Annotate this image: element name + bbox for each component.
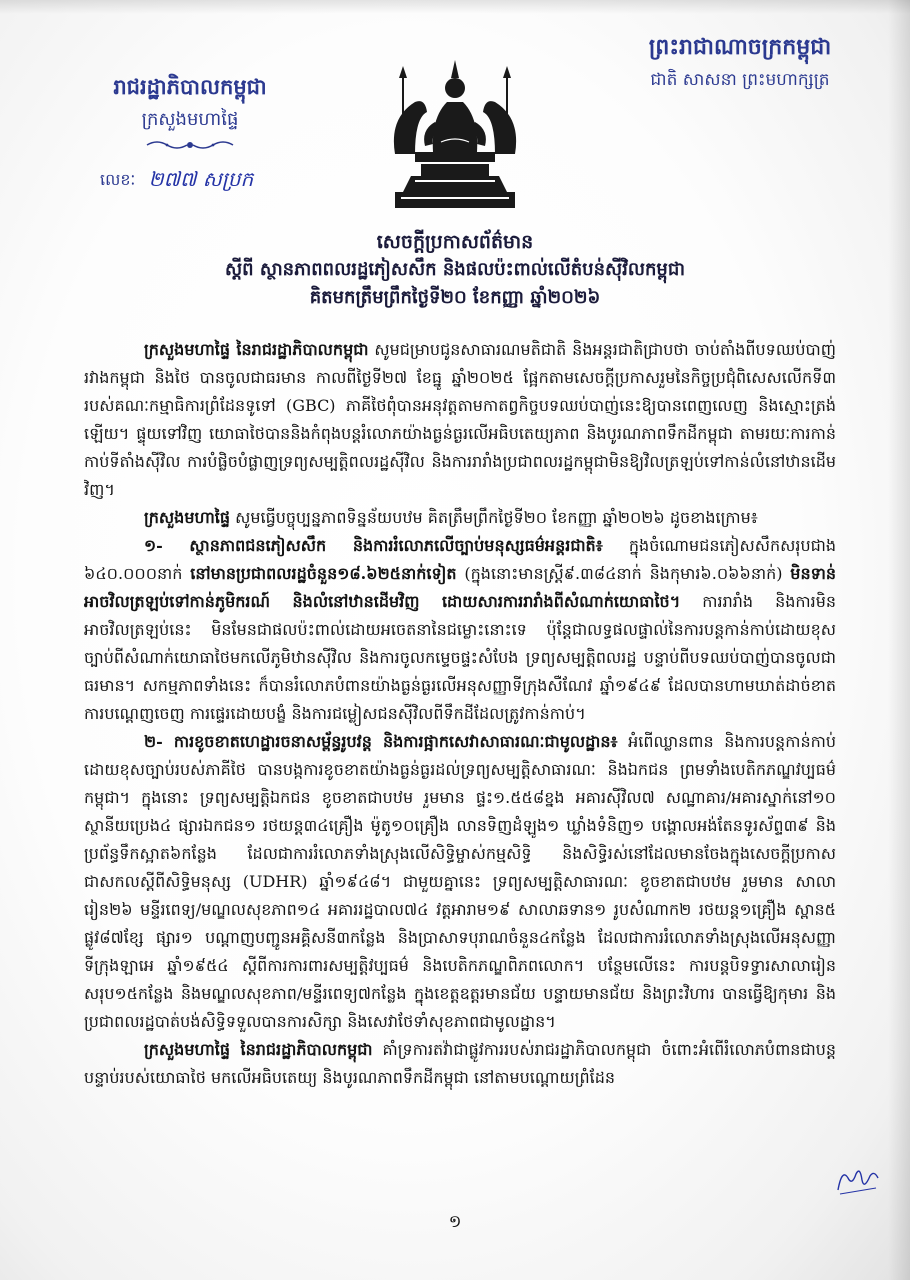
reference-number (100, 166, 340, 200)
document-body (84, 336, 836, 1198)
paper-shadow-top (0, 0, 910, 14)
paragraph-text: អំពើឈ្លានពាន និងការបន្តកាន់កាប់ដោយខុសច្បាប់របស់ភាគីថៃ បានបង្កការខូចខាតយ៉ាងធ្ងន់ធ្ងរដល់ទ្រព្យសម្បត្តិសាធារណៈ និងឯកជន ព្រមទាំងបេតិកភណ្ឌវប្បធម៌កម្ពុជា។ ក្នុងនោះ ទ្រព្យសម្បត្តិឯកជន ខូចខាតជាបឋម រួមមាន ផ្ទះ១.៥៥៨ខ្នង អគារស៊ីវិល៧ សណ្ឋាគារ/អគារស្នាក់នៅ១០ ស្ថានីយប្រេង៤ ផ្សារឯកជន១ រថយន្ត៣៤គ្រឿង ម៉ូតូ១០គ្រឿង លានទិញដំឡូង១ ឃ្លាំងទំនិញ១ បង្គោលអង់តែនទូរស័ព្ទ៣៩ និងប្រព័ន្ធទឹកស្អាត៦កន្លែង ដែលជាការរំលោភទាំងស្រុងលើសិទ្ធិម្ចាស់កម្មសិទ្ធិ និងសិទ្ធិរស់នៅដែលមានចែងក្នុងសេចក្តីប្រកាសជាសកលស្តីពីសិទ្ធិមនុស្ស (UDHR) ឆ្នាំ១៩៤៨។ ជាមួយគ្នានេះ ទ្រព្យសម្បត្តិសាធារណៈ ខូចខាតជាបឋម រួមមាន សាលារៀន២៦ មន្ទីរពេទ្យ/មណ្ឌលសុខភាព១៤ អគាររដ្ឋបាល៧៤ វត្តអារាម១៩ សាលាឆទាន១ រូបសំណាក២ រថយន្ត១គ្រឿង ស្ពាន៥ ផ្លូវ៨៧ខ្សែ ផ្សារ១ បណ្តាញបញ្ជូនអគ្គិសនី៣កន្លែង និងប្រាសាទបុរាណចំនួន៤កន្លែង ដែលជាការរំលោភទាំងស្រុងលើអនុសញ្ញាទីក្រុងឡាអេ ឆ្នាំ១៩៥៤ ស្តីពីការការពារសម្បត្តិវប្បធម៌ និងបេតិកភណ្ឌពិភពលោក។ បន្ថែមលើនេះ ការបន្តបិទទ្វារសាលារៀនសរុប១៥កន្លែង និងមណ្ឌលសុខភាព/មន្ទីរពេទ្យ៧កន្លែង ក្នុងខេត្តឧត្តរមានជ័យ បន្ទាយមានជ័យ និងព្រះវិហារ បានធ្វើឱ្យកុមារ និងប្រជាពលរដ្ឋបាត់បង់សិទ្ធិទទួលបានការសិក្សា និងសេវាថែទាំសុខភាពជាមូលដ្ឋាន។ (84, 732, 836, 1031)
paragraph-bold-text: ក្រសួងមហាផ្ទៃ នៃរាជរដ្ឋាភិបាលកម្ពុជា (144, 1040, 373, 1059)
paragraph-3 (84, 532, 836, 728)
kingdom-header (600, 30, 880, 96)
paragraph-bold-text: ១- ស្ថានភាពជនភៀសសឹក និងការរំលោភលើច្បាប់មនុស្សធម៌អន្តរជាតិ៖ (144, 536, 603, 555)
government-name: រាជរដ្ឋាភិបាលកម្ពុជា (113, 74, 267, 99)
title-heading: សេចក្តីប្រកាសព័ត៌មាន (376, 231, 534, 253)
kingdom-name: ព្រះរាជាណាចក្រកម្ពុជា (648, 34, 832, 60)
reference-value: ២៧៧ សប្រក (148, 167, 254, 191)
paragraph-text: ការរារាំង និងការមិនអាចវិលត្រឡប់នេះ មិនមែនជាផលប៉ះពាល់ដោយអចេតនានៃជម្លោះនោះទេ ប៉ុន្តែជាលទ្ធផលផ្ទាល់នៃការបន្តកាន់កាប់ដោយខុសច្បាប់ពីសំណាក់យោធាថៃមកលើភូមិឋានស៊ីវិល និងការចូលកម្ទេចផ្ទះសំបែង ទ្រព្យសម្បត្តិពលរដ្ឋ បន្ទាប់ពីបទឈប់បាញ់បានចូលជាធរមាន។ សកម្មភាពទាំងនេះ ក៏បានរំលោភបំពានយ៉ាងធ្ងន់ធ្ងរលើអនុសញ្ញាទីក្រុងសឺណែវ ឆ្នាំ១៩៤៩ ដែលបានហាមឃាត់ដាច់ខាតការបណ្តេញចេញ ការផ្ទេរដោយបង្ខំ និងការជម្លៀសជនស៊ីវិលពីទឹកដីដែលត្រូវកាន់កាប់។ (84, 592, 836, 723)
page-number: ១ (448, 1212, 462, 1232)
paragraph-bold-text: ក្រសួងមហាផ្ទៃ (144, 508, 231, 527)
paragraph-1 (84, 336, 836, 504)
paragraph-4 (84, 728, 836, 1036)
signature-icon (832, 1160, 882, 1200)
paragraph-text: សូមជម្រាបជូនសាធារណមតិជាតិ និងអន្តរជាតិជ្រាបថា ចាប់តាំងពីបទឈប់បាញ់រវាងកម្ពុជា និងថៃ បានចូលជាធរមាន កាលពីថ្ងៃទី២៧ ខែធ្នូ ឆ្នាំ២០២៥ ផ្អែកតាមសេចក្តីប្រកាសរួមនៃកិច្ចប្រជុំពិសេសលើកទី៣ របស់គណៈកម្មាធិការព្រំដែនទូទៅ (GBC) ភាគីថៃពុំបានអនុវត្តតាមកាតព្វកិច្ចបទឈប់បាញ់នេះឱ្យបានពេញលេញ និងស្មោះត្រង់ឡើយ។ ផ្ទុយទៅវិញ យោធាថៃបាននិងកំពុងបន្តរំលោភយ៉ាងធ្ងន់ធ្ងរលើអធិបតេយ្យភាព និងបូរណភាពទឹកដីកម្ពុជា តាមរយៈការកាន់កាប់ទីតាំងស៊ីវិល ការបំផ្លិចបំផ្លាញទ្រព្យសម្បត្តិពលរដ្ឋស៊ីវិល និងការរារាំងប្រជាពលរដ្ឋកម្ពុជាមិនឱ្យវិលត្រឡប់ទៅកាន់លំនៅឋានដើមវិញ។ (84, 340, 836, 499)
royal-emblem-icon (385, 58, 525, 214)
title-subject: ស្តីពី ស្ថានភាពពលរដ្ឋភៀសសឹក និងផលប៉ះពាល់លើតំបន់ស៊ីវិលកម្ពុជា (225, 259, 685, 280)
ministry-name: ក្រសួងមហាផ្ទៃ (141, 109, 239, 130)
paragraph-bold-text: ២- ការខូចខាតហេដ្ឋារចនាសម្ព័ន្ធរូបវន្ត និងការផ្អាកសេវាសាធារណៈជាមូលដ្ឋាន៖ (144, 732, 618, 751)
paper-shadow-right (888, 0, 910, 1280)
ornament-icon (145, 138, 235, 152)
paragraph-text: ក្នុងចំណោមជនភៀសសឹកសរុបជាង ៦៤០.០០០នាក់ (84, 536, 836, 583)
ministry-header (60, 70, 320, 152)
national-motto: ជាតិ សាសនា ព្រះមហាក្សត្រ (650, 70, 830, 90)
title-date: គិតមកត្រឹមព្រឹកថ្ងៃទី២០ ខែកញ្ញា ឆ្នាំ២០២៦ (309, 287, 601, 308)
paragraph-text: (ក្នុងនោះមានស្ត្រី៩.៣៨៤នាក់ និងកុមារ៦.០៦៦នាក់) (456, 564, 791, 583)
paragraph-5 (84, 1036, 836, 1092)
paragraph-bold-text: មិនទាន់អាចវិលត្រឡប់ទៅកាន់ភូមិករណ៍ និងលំនៅឋានដើមវិញ ដោយសារការរារាំងពីសំណាក់យោធាថៃ។ (84, 564, 836, 611)
reference-label: លេខៈ (100, 170, 136, 189)
paragraph-bold-text: ក្រសួងមហាផ្ទៃ នៃរាជរដ្ឋាភិបាលកម្ពុជា (144, 340, 369, 359)
paragraph-bold-text: នៅមានប្រជាពលរដ្ឋចំនួន១៨.៦២៥នាក់ទៀត (190, 564, 457, 583)
paragraph-text: គាំទ្រការតវ៉ាជាផ្លូវការរបស់រាជរដ្ឋាភិបាលកម្ពុជា ចំពោះអំពើរំលោភបំពានជាបន្តបន្ទាប់របស់យោធាថៃ មកលើអធិបតេយ្យ និងបូរណភាពទឹកដីកម្ពុជា នៅតាមបណ្តោយព្រំដែន (84, 1040, 836, 1087)
paragraph-text: សូមធ្វើបច្ចុប្បន្នភាពទិន្នន័យបឋម គិតត្រឹមព្រឹកថ្ងៃទី២០ ខែកញ្ញា ឆ្នាំ២០២៦ ដូចខាងក្រោម៖ (230, 508, 758, 527)
paragraph-2 (84, 504, 836, 532)
document-title (60, 228, 850, 312)
